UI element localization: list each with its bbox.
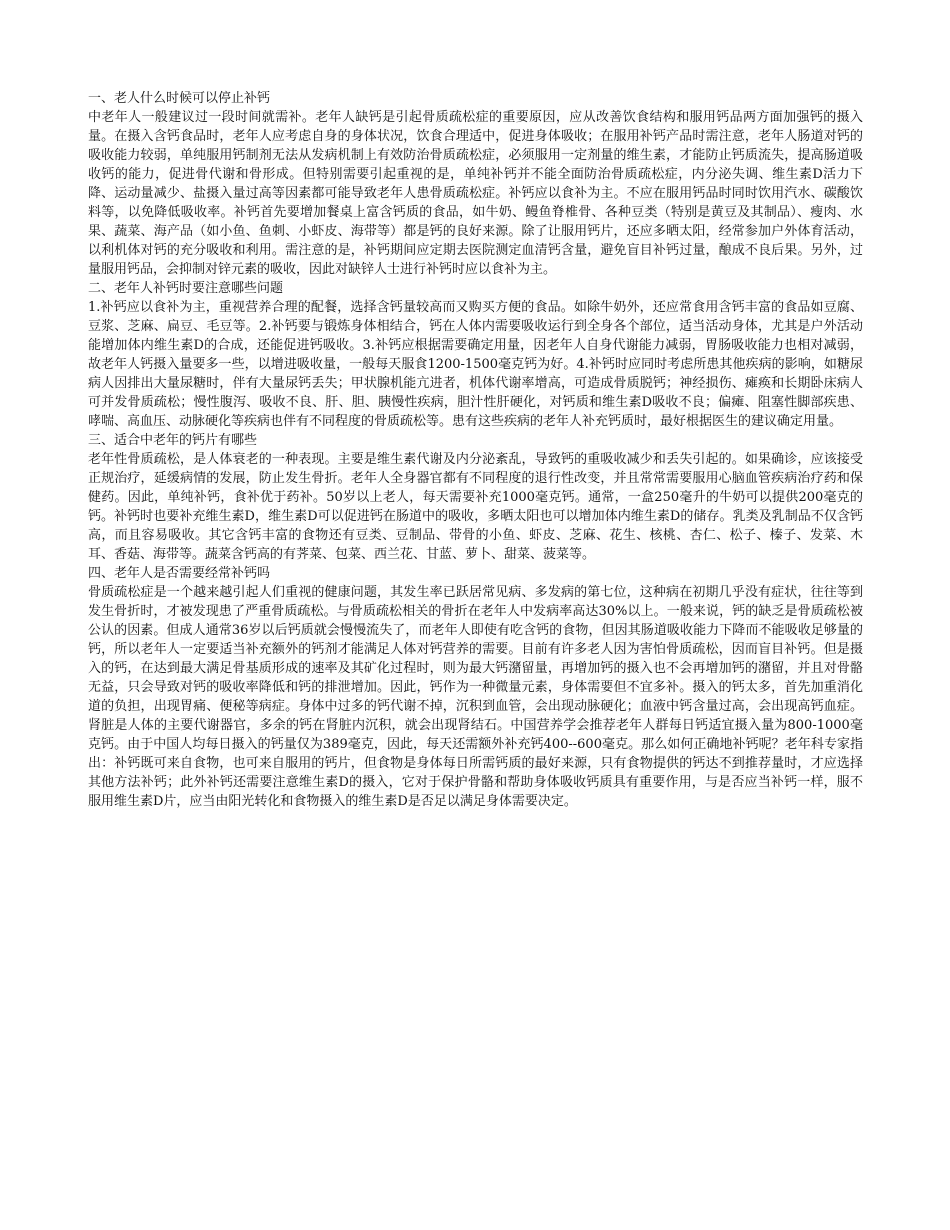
section-2 <box>88 279 863 431</box>
section-heading: 四、老年人是否需要经常补钙吗 <box>88 566 271 581</box>
section-paragraph: 老年性骨质疏松，是人体衰老的一种表现。主要是维生素代谢及内分泌紊乱，导致钙的重吸收减少和丢失引起的。如果确诊，应该接受正规治疗，延缓病情的发展，防止发生骨折。老年人全身器官都有不同程度的退行性改变，并且常常需要服用心脑血管疾病治疗药和保健药。因此，单纯补钙，食补优于药补。50岁以上老人，每天需要补充1000毫克钙。通常，一盒250毫升的牛奶可以提供200毫克的钙。补钙时也要补充维生素D，维生素D可以促进钙在肠道中的吸收，多晒太阳也可以增加体内维生素D的储存。乳类及乳制品不仅含钙高，而且容易吸收。其它含钙丰富的食物还有豆类、豆制品、带骨的小鱼、虾皮、芝麻、花生、核桃、杏仁、松子、榛子、发菜、木耳、香菇、海带等。蔬菜含钙高的有荠菜、包菜、西兰花、甘蓝、萝卜、甜菜、菠菜等。 <box>88 452 863 562</box>
section-1 <box>88 89 863 279</box>
section-paragraph: 1.补钙应以食补为主，重视营养合理的配餐，选择含钙量较高而又购买方便的食品。如除牛奶外，还应常食用含钙丰富的食品如豆腐、豆浆、芝麻、扁豆、毛豆等。2.补钙要与锻炼身体相结合，钙在人体内需要吸收运行到全身各个部位，适当活动身体，尤其是户外活动能增加体内维生素D的合成，还能促进钙吸收。3.补钙应根据需要确定用量，因老年人自身代谢能力减弱，胃肠吸收能力也相对减弱，故老年人钙摄入量要多一些，以增进吸收量，一般每天服食1200-1500毫克钙为好。4.补钙时应同时考虑所患其他疾病的影响，如糖尿病人因排出大量尿糖时，伴有大量尿钙丢失；甲状腺机能亢进者，机体代谢率增高，可造成骨质脱钙；神经损伤、瘫痪和长期卧床病人可并发骨质疏松；慢性腹泻、吸收不良、肝、胆、胰慢性疾病，胆汁性肝硬化，对钙质和维生素D吸收不良；偏瘫、阻塞性脚部疾患、哮喘、高血压、动脉硬化等疾病也伴有不同程度的骨质疏松等。患有这些疾病的老年人补充钙质时，最好根据医生的建议确定用量。 <box>88 300 863 429</box>
section-heading: 一、老人什么时候可以停止补钙 <box>88 91 271 106</box>
article <box>88 89 863 811</box>
section-3 <box>88 431 863 564</box>
section-4 <box>88 564 863 811</box>
section-heading: 三、适合中老年的钙片有哪些 <box>88 433 258 448</box>
section-paragraph: 骨质疏松症是一个越来越引起人们重视的健康问题，其发生率已跃居常见病、多发病的第七位，这种病在初期几乎没有症状，往往等到发生骨折时，才被发现患了严重骨质疏松。与骨质疏松相关的骨折在老年人中发病率高达30%以上。一般来说，钙的缺乏是骨质疏松被公认的因素。但成人通常36岁以后钙质就会慢慢流失了，而老年人即使有吃含钙的食物，但因其肠道吸收能力下降而不能吸收足够量的钙，所以老年人一定要适当补充额外的钙剂才能满足人体对钙营养的需要。目前有许多老人因为害怕骨质疏松，因而盲目补钙。但是摄入的钙，在达到最大满足骨基质形成的速率及其矿化过程时，则为最大钙潴留量，再增加钙的摄入也不会再增加钙的潴留，并且对骨骼无益，只会导致对钙的吸收率降低和钙的排泄增加。因此，钙作为一种微量元素，身体需要但不宜多补。摄入的钙太多，首先加重消化道的负担，出现胃痛、便秘等病症。身体中过多的钙代谢不掉，沉积到血管，会出现动脉硬化；血液中钙含量过高，会出现高钙血症。肾脏是人体的主要代谢器官，多余的钙在肾脏内沉积，就会出现肾结石。中国营养学会推荐老年人群每日钙适宜摄入量为800-1000毫克钙。由于中国人均每日摄入的钙量仅为389毫克，因此，每天还需额外补充钙400--600毫克。那么如何正确地补钙呢？老年科专家指出：补钙既可来自食物，也可来自服用的钙片，但食物是身体每日所需钙质的最好来源，只有食物提供的钙达不到推荐量时，才应选择其他方法补钙；此外补钙还需要注意维生素D的摄入，它对于保护骨骼和帮助身体吸收钙质具有重要作用，与是否应当补钙一样，服不服用维生素D片，应当由阳光转化和食物摄入的维生素D是否足以满足身体需要决定。 <box>88 585 863 809</box>
section-paragraph: 中老年人一般建议过一段时间就需补。老年人缺钙是引起骨质疏松症的重要原因，应从改善饮食结构和服用钙品两方面加强钙的摄入量。在摄入含钙食品时，老年人应考虑自身的身体状况，饮食合理适中，促进身体吸收；在服用补钙产品时需注意，老年人肠道对钙的吸收能力较弱，单纯服用钙制剂无法从发病机制上有效防治骨质疏松症，必须服用一定剂量的维生素，才能防止钙质流失，提高肠道吸收钙的能力，促进骨代谢和骨形成。但特别需要引起重视的是，单纯补钙并不能全面防治骨质疏松症，内分泌失调、维生素D活力下降、运动量减少、盐摄入量过高等因素都可能导致老年人患骨质疏松症。补钙应以食补为主。不应在服用钙品时同时饮用汽水、碳酸饮料等，以免降低吸收率。补钙首先要增加餐桌上富含钙质的食品，如牛奶、鳗鱼脊椎骨、各种豆类（特别是黄豆及其制品）、瘦肉、水果、蔬菜、海产品（如小鱼、鱼刺、小虾皮、海带等）都是钙的良好来源。除了让服用钙片，还应多晒太阳，经常参加户外体育活动，以利机体对钙的充分吸收和利用。需注意的是，补钙期间应定期去医院测定血清钙含量，避免盲目补钙过量，酿成不良后果。另外，过量服用钙品，会抑制对锌元素的吸收，因此对缺锌人士进行补钙时应以食补为主。 <box>88 110 863 277</box>
section-heading: 二、老年人补钙时要注意哪些问题 <box>88 281 284 296</box>
